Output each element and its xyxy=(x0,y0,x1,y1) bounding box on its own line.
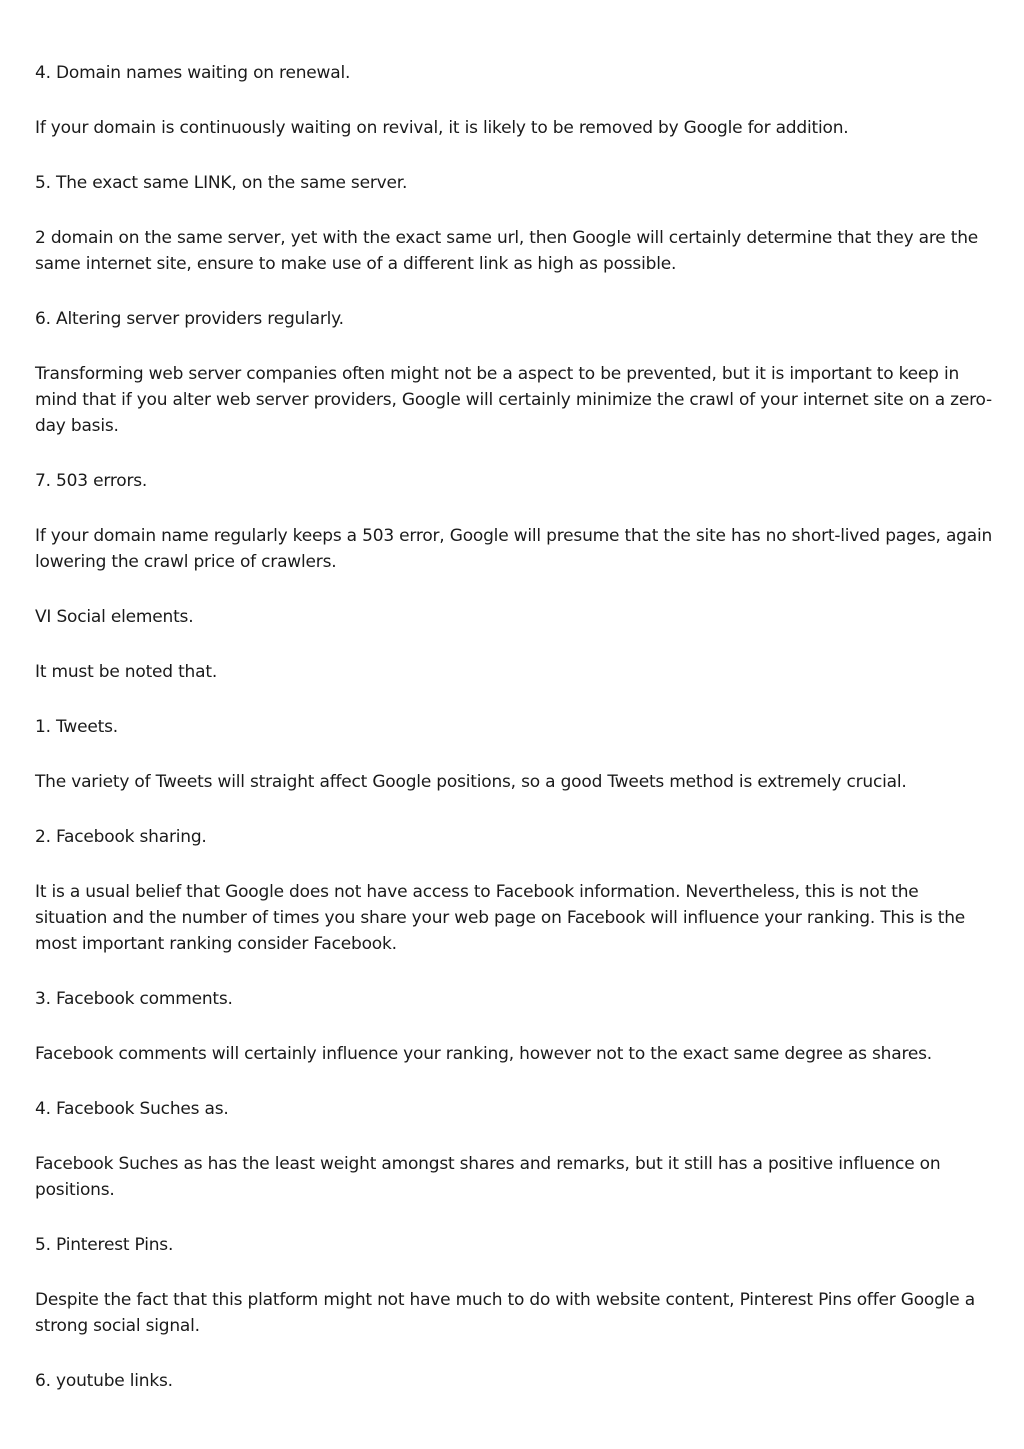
paragraph-noted: It must be noted that. xyxy=(35,662,218,682)
heading-facebook-sharing: 2. Facebook sharing. xyxy=(35,827,207,847)
heading-facebook-comments: 3. Facebook comments. xyxy=(35,989,233,1009)
heading-tweets: 1. Tweets. xyxy=(35,717,118,737)
paragraph-same-link: 2 domain on the same server, yet with the exact same url, then Google will certainly determine that they are the same internet site, ensure to make use of a different link as high as possible. xyxy=(35,228,979,274)
paragraph-facebook-sharing: It is a usual belief that Google does not have access to Facebook information. Nevertheless, this is not the situation and the number of times you share your web page on Facebook will influence your ranking. This is the most important ranking consider Facebook. xyxy=(35,882,966,954)
paragraph-pinterest-pins: Despite the fact that this platform might not have much to do with website content, Pinterest Pins offer Google a strong social signal. xyxy=(35,1290,975,1336)
paragraph-facebook-likes: Facebook Suches as has the least weight amongst shares and remarks, but it still has a positive influence on positions. xyxy=(35,1154,941,1200)
paragraph-tweets: The variety of Tweets will straight affect Google positions, so a good Tweets method is extremely crucial. xyxy=(35,772,907,792)
heading-503-errors: 7. 503 errors. xyxy=(35,471,148,491)
heading-domain-renewal: 4. Domain names waiting on renewal. xyxy=(35,63,351,83)
document-page xyxy=(35,60,995,1423)
heading-youtube-links: 6. youtube links. xyxy=(35,1371,173,1391)
paragraph-facebook-comments: Facebook comments will certainly influence your ranking, however not to the exact same degree as shares. xyxy=(35,1044,932,1064)
heading-server-providers: 6. Altering server providers regularly. xyxy=(35,309,344,329)
heading-same-link: 5. The exact same LINK, on the same server. xyxy=(35,173,408,193)
heading-facebook-likes: 4. Facebook Suches as. xyxy=(35,1099,229,1119)
paragraph-503-errors: If your domain name regularly keeps a 503 error, Google will presume that the site has no short-lived pages, again lowering the crawl price of crawlers. xyxy=(35,526,993,572)
heading-pinterest-pins: 5. Pinterest Pins. xyxy=(35,1235,174,1255)
paragraph-server-providers: Transforming web server companies often might not be a aspect to be prevented, but it is important to keep in mind that if you alter web server providers, Google will certainly minimize the crawl of your internet site on a zero-day basis. xyxy=(35,364,992,436)
paragraph-domain-renewal: If your domain is continuously waiting on revival, it is likely to be removed by Google for addition. xyxy=(35,118,849,138)
heading-social-elements: VI Social elements. xyxy=(35,607,194,627)
